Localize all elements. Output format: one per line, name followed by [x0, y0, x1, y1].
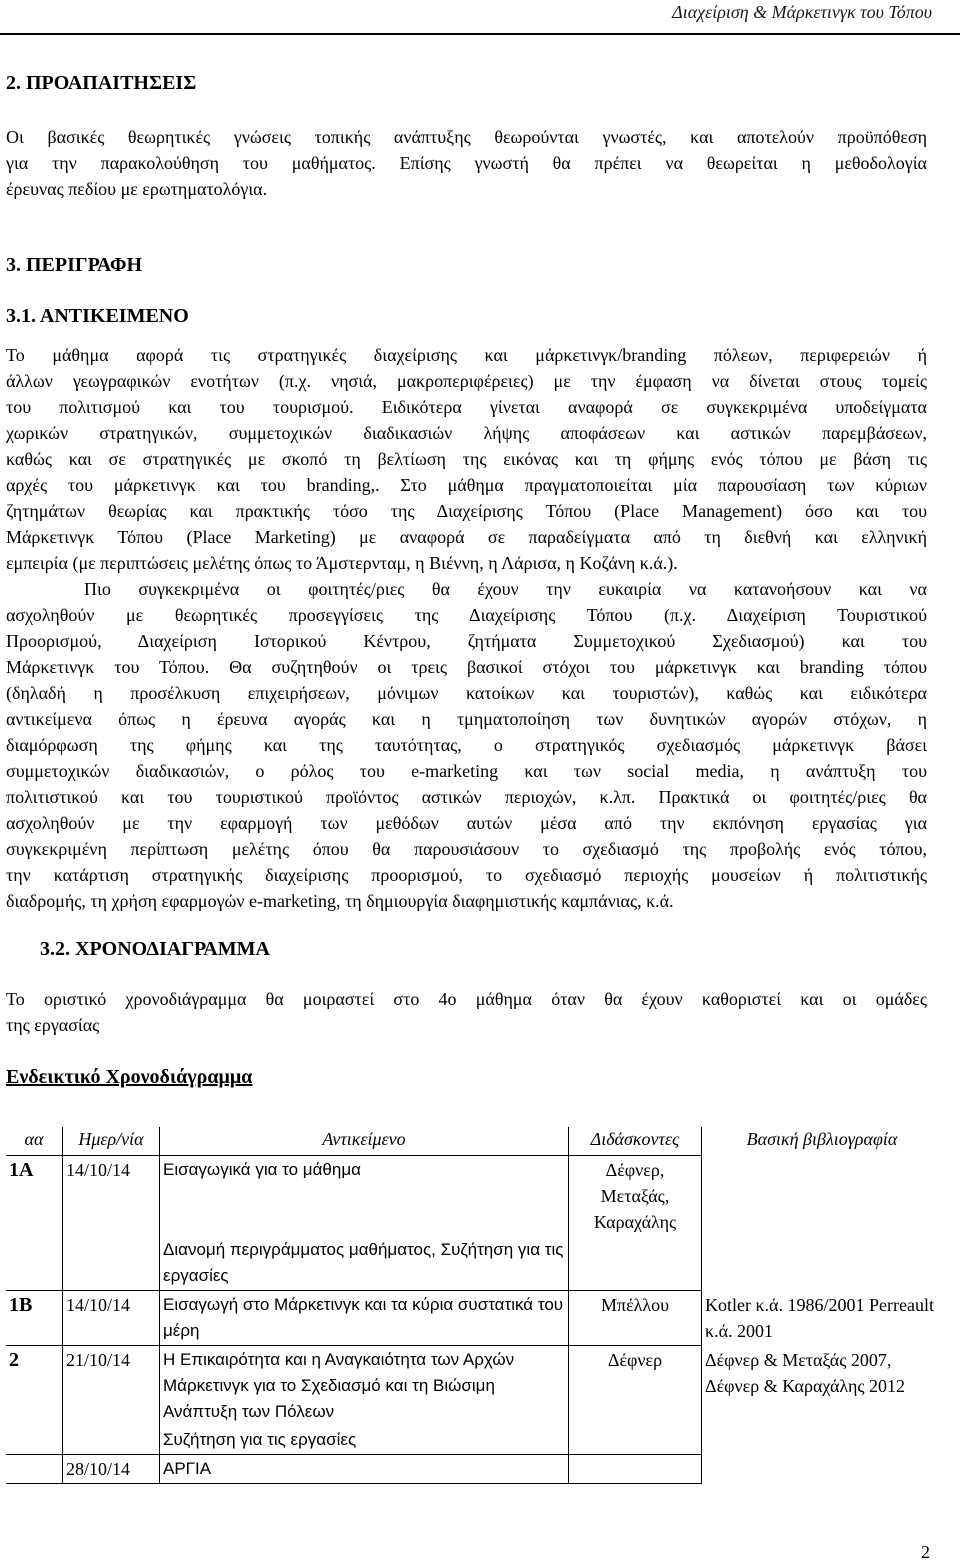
text-line: έρευνας πεδίου με ερωτηματολόγια.: [6, 179, 268, 199]
table-row: [6, 1426, 942, 1455]
row-topic: Διανομή περιγράμματος μαθήματος, Συζήτηση για τις εργασίες: [160, 1236, 569, 1291]
row-teachers: [569, 1236, 702, 1291]
row-topic: Συζήτηση για τις εργασίες: [160, 1426, 569, 1455]
row-teachers: [569, 1455, 702, 1484]
row-teachers: Δέφνερ, Μεταξάς, Καραχάλης: [569, 1156, 702, 1237]
row-teachers: Δέφνερ: [569, 1346, 702, 1427]
table-row: [6, 1346, 942, 1427]
text-line: καθώς και σε στρατηγικές με σκοπό τη βελτίωση της εικόνας και τη φήμης ενός τόπου με βάση τις: [6, 449, 927, 469]
page-number: 2: [921, 1542, 930, 1562]
text-line: Οι βασικές θεωρητικές γνώσεις τοπικής ανάπτυξης θεωρούνται γνωστές, και αποτελούν προϋπόθεση: [6, 127, 927, 147]
table-row: [6, 1291, 942, 1346]
row-bibliography: [702, 1156, 943, 1237]
table-row: [6, 1455, 942, 1484]
schedule-title: Ενδεικτικό Χρονοδιάγραμμα: [6, 1066, 253, 1088]
row-topic: Εισαγωγή στο Μάρκετινγκ και τα κύρια συστατικά του μέρη: [160, 1291, 569, 1346]
section-2-text: [6, 124, 927, 202]
row-bibliography: Kotler κ.ά. 1986/2001 Perreault κ.ά. 2001: [705, 1294, 934, 1341]
text-line: άλλων γεωγραφικών ενοτήτων (π.χ. νησιά, μακροπεριφέρειες) με την έμφαση να δίνεται στους τομείς: [6, 371, 927, 391]
row-id: 1Α: [6, 1156, 63, 1237]
section-3-1-paragraph-2: [6, 576, 927, 914]
row-date: [63, 1426, 160, 1455]
header-rule: [0, 33, 960, 35]
text-line: Μάρκετινγκ Τόπου (Place Marketing) με αναφορά σε παραδείγματα από τη διεθνή και ελληνική: [6, 527, 927, 547]
text-line: ασχοληθούν με θεωρητικές προσεγγίσεις της Διαχείρισης Τόπου (π.χ. Διαχείριση Τουριστικού: [6, 605, 927, 625]
running-header: Διαχείριση & Μάρκετινγκ του Τόπου: [672, 2, 932, 22]
row-id: [6, 1455, 63, 1484]
text-line: διαμόρφωση της φήμης και της ταυτότητας, ο στρατηγικός σχεδιασμός μάρκετινγκ βάσει: [6, 735, 927, 755]
text-line: ασχοληθούν με την εφαρμογή των μεθόδων αυτών μέσα από την εκπόνηση εργασίας για: [6, 813, 927, 833]
section-3-2-heading: 3.2. ΧΡΟΝΟΔΙΑΓΡΑΜΜΑ: [40, 938, 270, 960]
row-date: [63, 1236, 160, 1291]
section-3-2-text: [6, 986, 927, 1038]
text-line: χωρικών στρατηγικών, συμμετοχικών διαδικασιών λήψης αποφάσεων και αστικών παρεμβάσεων,: [6, 423, 927, 443]
text-line: για την παρακολούθηση του μαθήματος. Επίσης γνωστή θα πρέπει να θεωρείται η μεθοδολογία: [6, 153, 927, 173]
row-bibliography: [702, 1426, 943, 1455]
row-date: 21/10/14: [63, 1346, 160, 1427]
col-header-bibliography: Βασική βιβλιογραφία: [746, 1129, 898, 1149]
row-date: 28/10/14: [63, 1455, 160, 1484]
text-line: (δηλαδή η προσέλκυση επιχειρήσεων, μόνιμων κατοίκων και τουριστών), καθώς και ειδικότερα: [6, 683, 927, 703]
row-date: 14/10/14: [63, 1156, 160, 1237]
row-topic: Η Επικαιρότητα και η Αναγκαιότητα των Αρχών Μάρκετινγκ για το Σχεδιασμό και τη Βιώσιμη Ανάπτυξη των Πόλεων: [160, 1346, 569, 1427]
text-line: Το οριστικό χρονοδιάγραμμα θα μοιραστεί στο 4ο μάθημα όταν θα έχουν καθοριστεί και οι ομάδες: [6, 989, 927, 1009]
text-line: πολιτιστικού και του τουριστικού προϊόντος αστικών περιοχών, κ.λπ. Πρακτικά οι φοιτητές/ριες θα: [6, 787, 927, 807]
text-line: Το μάθημα αφορά τις στρατηγικές διαχείρισης και μάρκετινγκ/branding πόλεων, περιφερειών ή: [6, 345, 927, 365]
row-id: 2: [6, 1346, 63, 1427]
row-bibliography: [702, 1455, 943, 1484]
row-topic: Εισαγωγικά για το μάθημα: [160, 1156, 569, 1237]
schedule-table: [6, 1127, 942, 1484]
text-line: συμμετοχικών διαδικασιών, ο ρόλος του e-marketing και των social media, η ανάπτυξη του: [6, 761, 927, 781]
col-header-date: Ημερ/νία: [63, 1127, 160, 1156]
text-line: διαδρομής, τη χρήση εφαρμογών e-marketing, τη δημιουργία διαφημιστικής καμπάνιας, κ.ά.: [6, 891, 674, 911]
text-line: την κατάρτιση στρατηγικής διαχείρισης προορισμού, το σχεδιασμό περιοχής μουσείων ή πολιτιστικής: [6, 865, 927, 885]
text-line: Μάρκετινγκ του Τόπου. Θα συζητηθούν οι τρεις βασικοί στόχοι του μάρκετινγκ και branding τόπου: [6, 657, 927, 677]
row-id: [6, 1236, 63, 1291]
row-id: 1Β: [6, 1291, 63, 1346]
text-line: εμπειρία (με περιπτώσεις μελέτης όπως το Άμστερνταμ, η Βιέννη, η Λάρισα, η Κοζάνη κ.ά.).: [6, 553, 678, 573]
row-teachers: [569, 1426, 702, 1455]
row-topic: ΑΡΓΙΑ: [160, 1455, 569, 1484]
section-3-1-heading: 3.1. ΑΝΤΙΚΕΙΜΕΝΟ: [6, 305, 189, 327]
row-id: [6, 1426, 63, 1455]
row-bibliography: [702, 1236, 943, 1291]
section-3-1-paragraph-1: [6, 342, 927, 576]
table-header-row: [6, 1127, 942, 1156]
col-header-teachers: Διδάσκοντες: [569, 1127, 702, 1156]
col-header-topic: Αντικείμενο: [160, 1127, 569, 1156]
text-line: του πολιτισμού και του τουρισμού. Ειδικότερα γίνεται αναφορά σε συγκεκριμένα υποδείγματα: [6, 397, 927, 417]
table-row: [6, 1236, 942, 1291]
text-line: της εργασίας: [6, 1015, 100, 1035]
row-teachers: Μπέλλου: [569, 1291, 702, 1346]
text-line: ζητημάτων θεωρίας και πρακτικής τόσο της Διαχείρισης Τόπου (Place Management) όσο και του: [6, 501, 927, 521]
text-line: Πιο συγκεκριμένα οι φοιτητές/ριες θα έχουν την ευκαιρία να κατανοήσουν και να: [84, 579, 927, 599]
row-bibliography: Δέφνερ & Μεταξάς 2007, Δέφνερ & Καραχάλης 2012: [705, 1349, 906, 1396]
text-line: Προορισμού, Διαχείριση Ιστορικού Κέντρου, ζητήματα Συμμετοχικού Σχεδιασμού) και του: [6, 631, 927, 651]
text-line: αρχές του μάρκετινγκ και του branding,. Στο μάθημα πραγματοποιείται μία παρουσίαση των κύριων: [6, 475, 927, 495]
table-row: [6, 1156, 942, 1237]
text-line: συγκεκριμένη περίπτωση μελέτης όπου θα παρουσιάσουν το σχεδιασμό της προβολής ενός τόπου,: [6, 839, 927, 859]
col-header-aa: αα: [6, 1127, 63, 1156]
section-2-heading: 2. ΠΡΟΑΠΑΙΤΗΣΕΙΣ: [6, 72, 197, 94]
text-line: αντικείμενα όπως η έρευνα αγοράς και η τμηματοποίηση των δυνητικών αγορών στόχων, η: [6, 709, 927, 729]
section-3-heading: 3. ΠΕΡΙΓΡΑΦΗ: [6, 254, 143, 276]
row-date: 14/10/14: [63, 1291, 160, 1346]
